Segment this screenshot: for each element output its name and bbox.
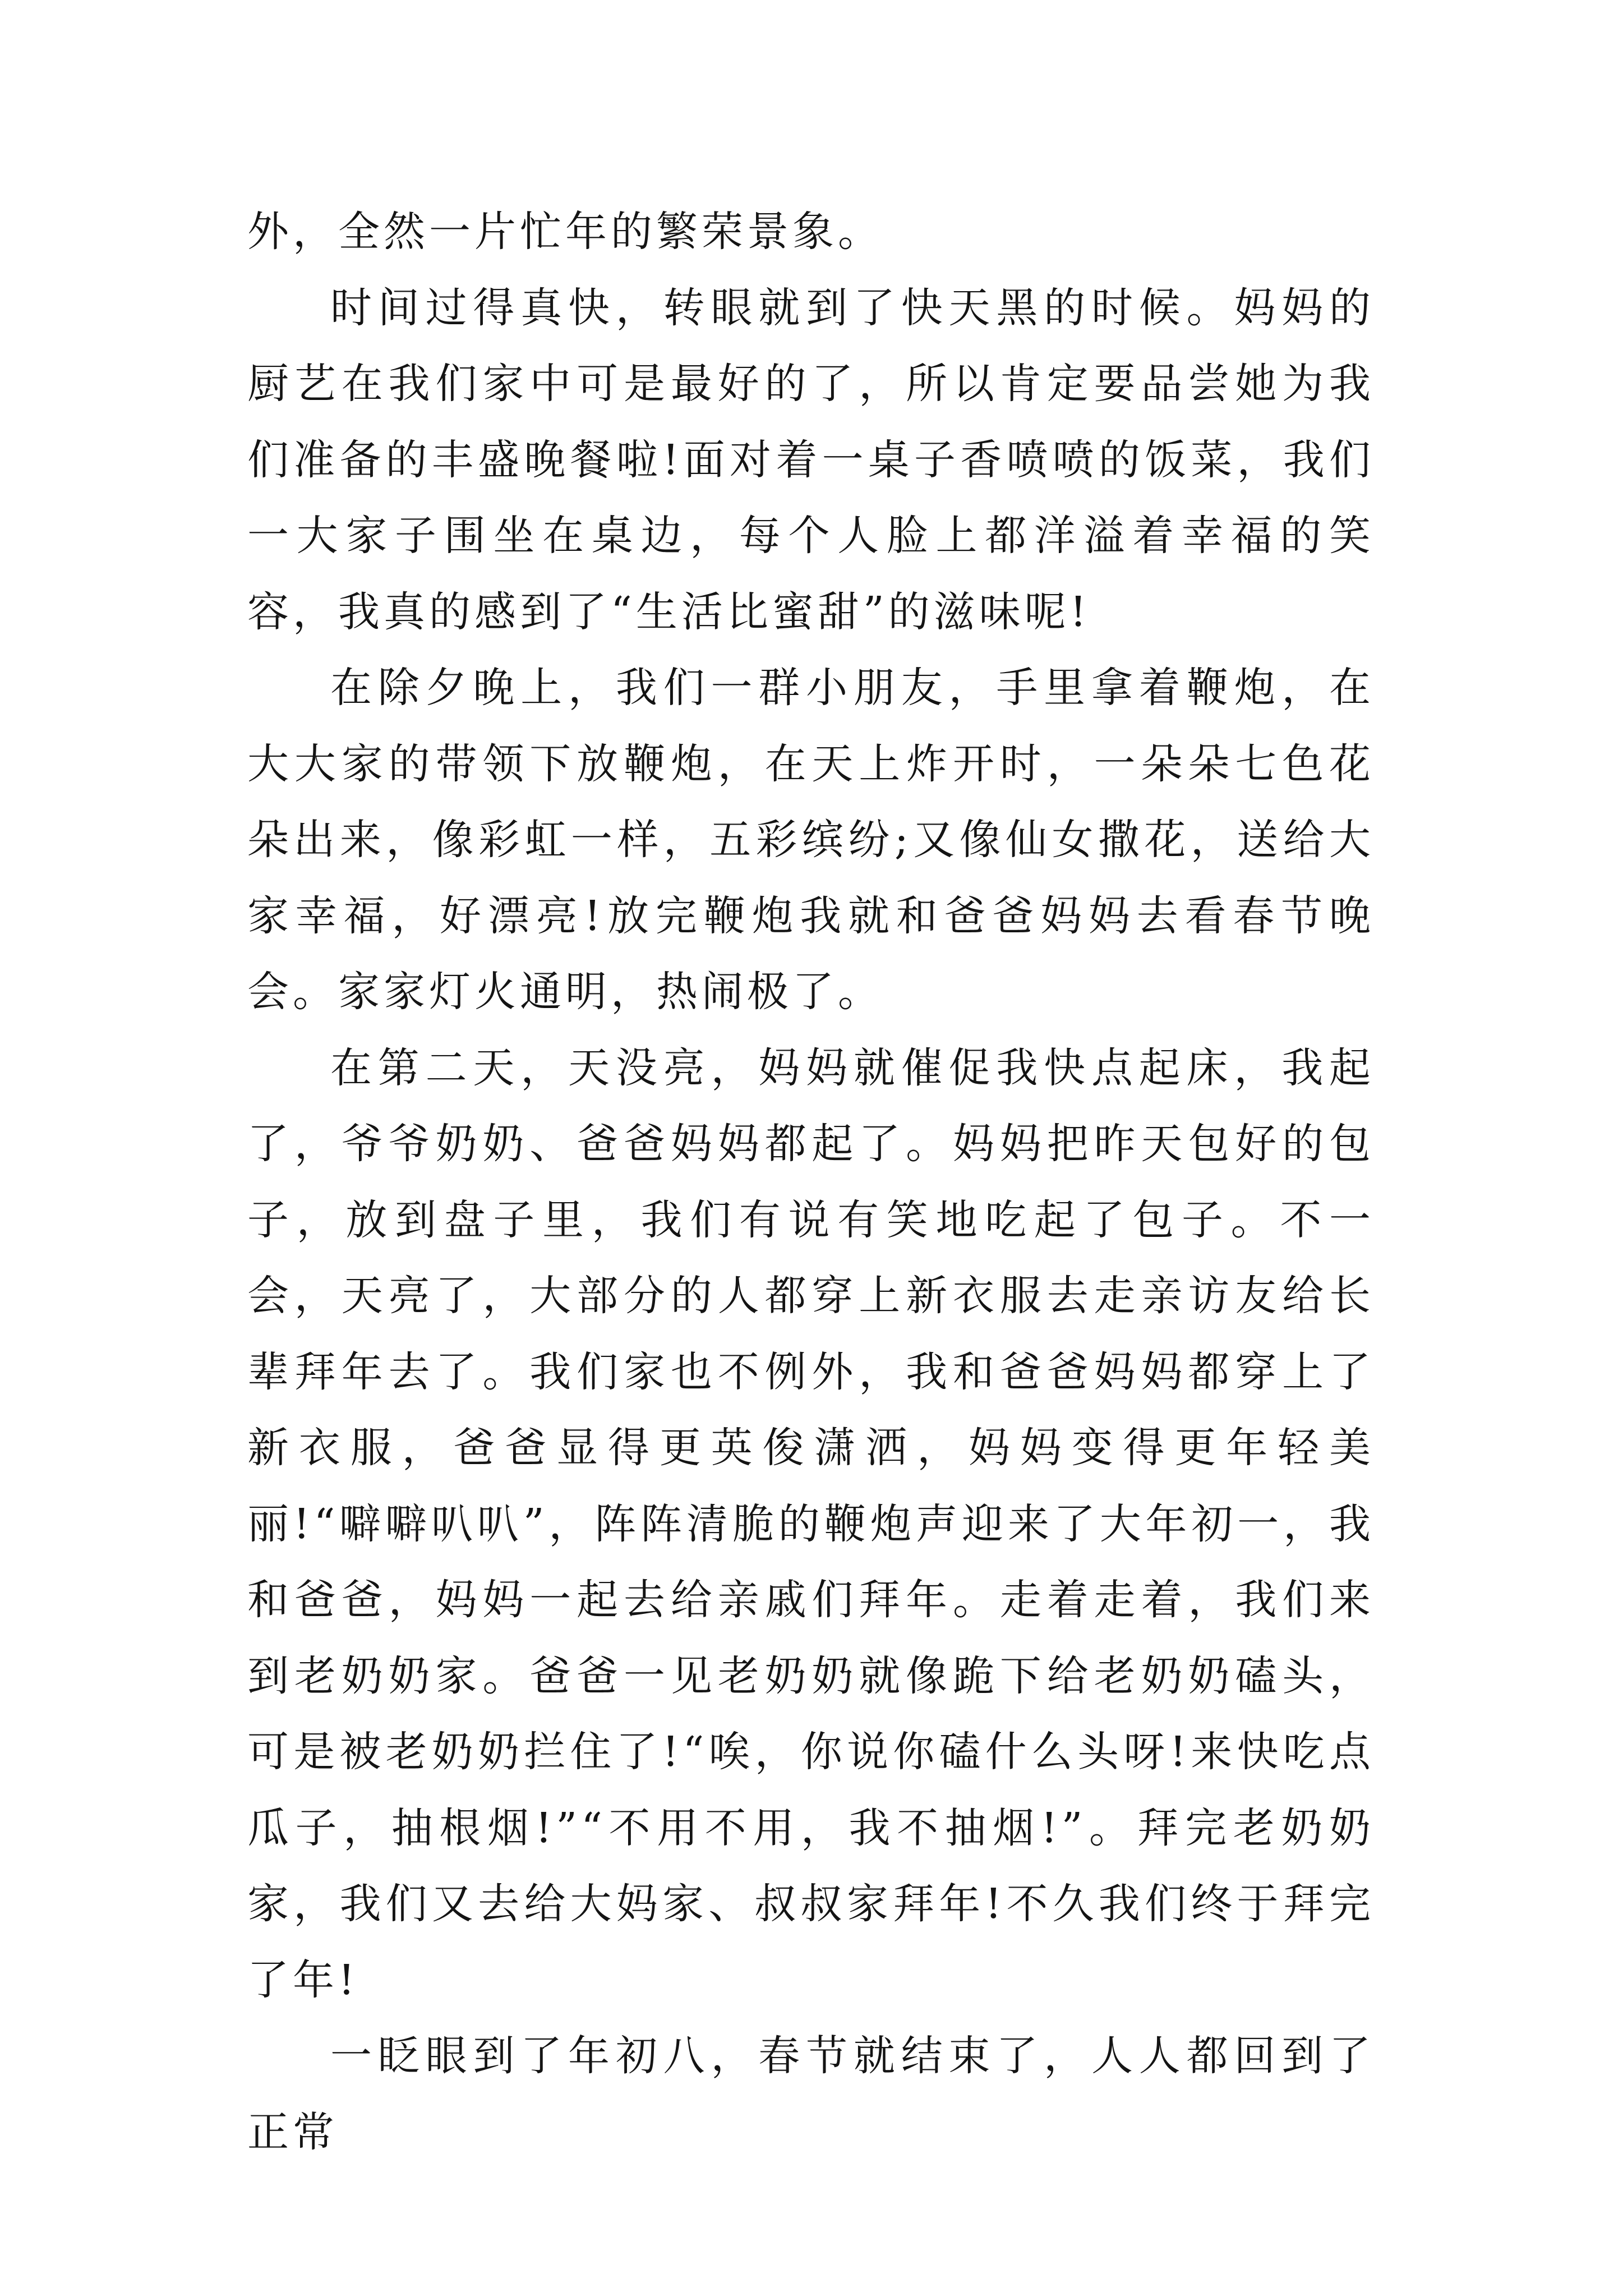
paragraph-4: 在第二天，天没亮，妈妈就催促我快点起床，我起了，爷爷奶奶、爸爸妈妈都起了。妈妈把昨天包好的包子，放到盘子里，我们有说有笑地吃起了包子。不一会，天亮了，大部分的人都穿上新衣服去走亲访友给长辈拜年去了。我们家也不例外，我和爸爸妈妈都穿上了新衣服，爸爸显得更英俊潇洒，妈妈变得更年轻美丽!“噼噼叭叭”，阵阵清脆的鞭炮声迎来了大年初一，我和爸爸，妈妈一起去给亲戚们拜年。走着走着，我们来到老奶奶家。爸爸一见老奶奶就像跪下给老奶奶磕头，可是被老奶奶拦住了!“唉，你说你磕什么头呀!来快吃点瓜子，抽根烟!”“不用不用，我不抽烟!”。拜完老奶奶家，我们又去给大妈家、叔叔家拜年!不久我们终于拜完了年! [247,1043,1375,2004]
paragraph-3: 在除夕晚上，我们一群小朋友，手里拿着鞭炮，在大大家的带领下放鞭炮，在天上炸开时，一朵朵七色花朵出来，像彩虹一样，五彩缤纷;又像仙女撒花，送给大家幸福，好漂亮!放完鞭炮我就和爸爸妈妈去看春节晚会。家家灯火通明，热闹极了。 [247,664,1375,1016]
paragraph-1: 外，全然一片忙年的繁荣景象。 [247,208,883,256]
paragraph-2: 时间过得真快，转眼就到了快天黑的时候。妈妈的厨艺在我们家中可是最好的了，所以肯定要品尝她为我们准备的丰盛晚餐啦!面对着一桌子香喷喷的饭菜，我们一大家子围坐在桌边，每个人脸上都洋溢着幸福的笑容，我真的感到了“生活比蜜甜”的滋味呢! [247,283,1375,636]
article-body [247,194,1375,2170]
paragraph-5: 一眨眼到了年初八，春节就结束了，人人都回到了正常 [247,2032,1375,2156]
